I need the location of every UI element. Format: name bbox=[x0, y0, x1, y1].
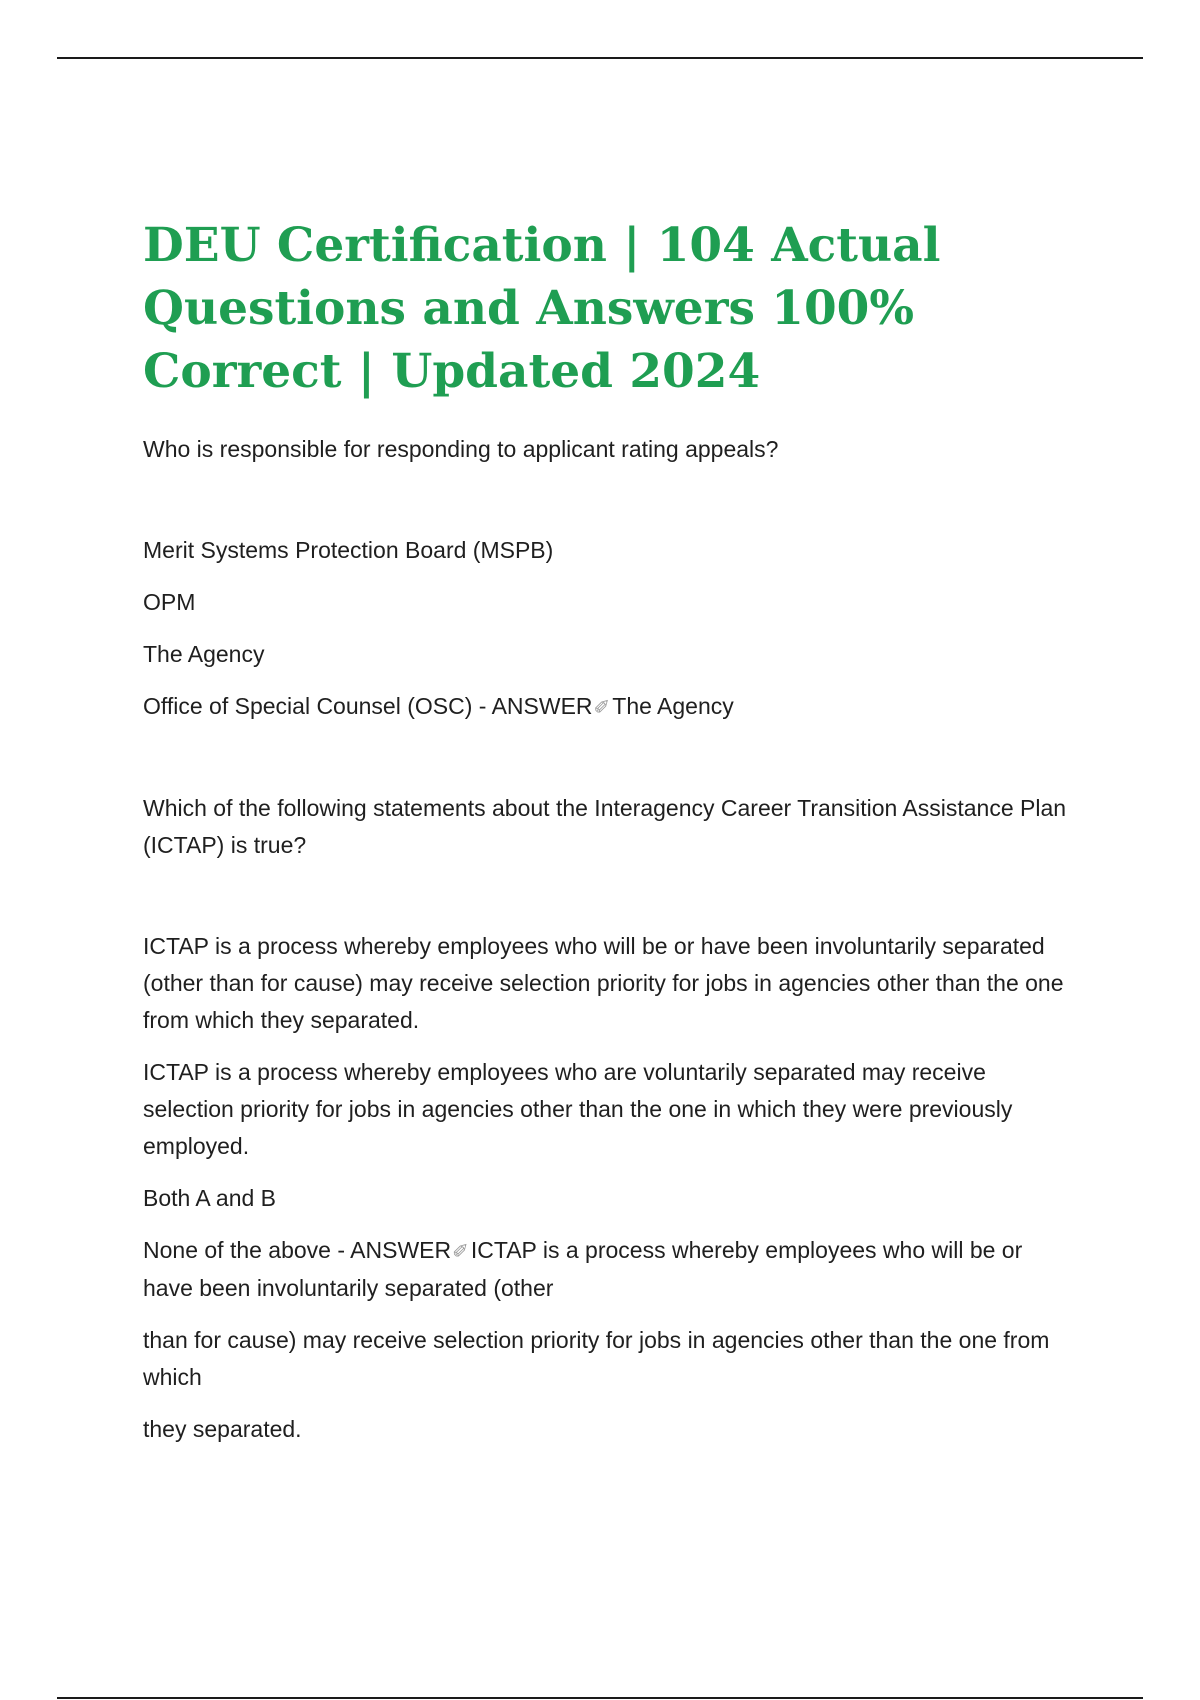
answer-marker: ANSWER bbox=[350, 1237, 452, 1263]
answer-continuation: they separated. bbox=[143, 1416, 302, 1442]
option-item: The Agency bbox=[143, 641, 265, 667]
check-mark-icon: ✐ bbox=[593, 695, 611, 719]
answer-continuation: than for cause) may receive selection priority for jobs in agencies other than the one from which bbox=[143, 1327, 1050, 1390]
option-item: ICTAP is a process whereby employees who are voluntarily separated may receive selection priority for jobs in agencies other than the one in which they were previously employed. bbox=[143, 1059, 1013, 1159]
option-item: Merit Systems Protection Board (MSPB) bbox=[143, 537, 554, 563]
answer-marker: ANSWER bbox=[491, 693, 593, 719]
option-text: None of the above - bbox=[143, 1237, 351, 1263]
question-text: Which of the following statements about the Interagency Career Transition Assistance Plan (ICTAP) is true? bbox=[143, 795, 1067, 858]
header-rule bbox=[57, 57, 1143, 59]
option-item: Both A and B bbox=[143, 1185, 277, 1211]
question-block-1 bbox=[143, 431, 1073, 726]
option-text: Office of Special Counsel (OSC) - bbox=[143, 693, 492, 719]
footer-rule bbox=[57, 1697, 1143, 1699]
option-item: OPM bbox=[143, 589, 196, 615]
answer-text: The Agency bbox=[612, 693, 734, 719]
question-text: Who is responsible for responding to applicant rating appeals? bbox=[143, 436, 779, 462]
document-body bbox=[143, 214, 1073, 1463]
check-mark-icon: ✐ bbox=[452, 1239, 469, 1263]
option-item-with-answer bbox=[143, 688, 1073, 726]
document-title: DEU Certification | 104 Actual Questions and Answers 100% Correct | Updated 2024 bbox=[143, 218, 941, 399]
question-block-2 bbox=[143, 790, 1073, 1448]
answer-text: ICTAP is a process whereby employees who will be or have been involuntarily separated (other bbox=[143, 1237, 1023, 1301]
option-item-with-answer bbox=[143, 1232, 1073, 1307]
option-item: ICTAP is a process whereby employees who will be or have been involuntarily separated (other than for cause) may receive selection priority for jobs in agencies other than the one from which they separated. bbox=[143, 933, 1064, 1033]
